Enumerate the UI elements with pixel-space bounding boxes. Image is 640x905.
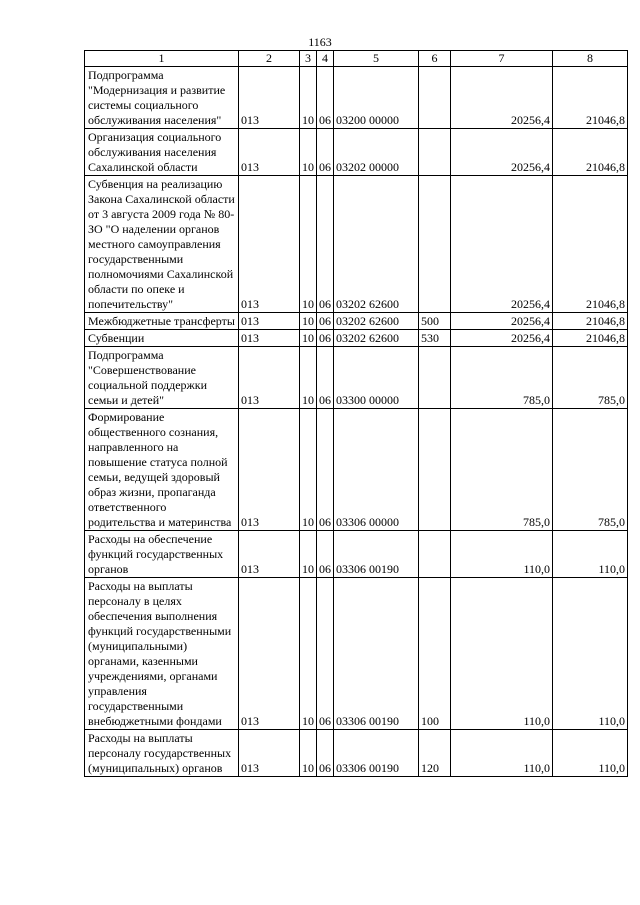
amount-cell: 21046,8 [553, 176, 628, 313]
row-name-cell: Расходы на выплаты персоналу государственных (муниципальных) органов [85, 730, 239, 777]
ved-cell: 013 [239, 578, 300, 730]
csr-cell: 03306 00190 [334, 730, 419, 777]
csr-cell: 03306 00190 [334, 531, 419, 578]
amount-cell: 110,0 [451, 578, 553, 730]
amount-cell: 20256,4 [451, 313, 553, 330]
table-row [85, 730, 628, 777]
csr-cell: 03306 00190 [334, 578, 419, 730]
table-row [85, 347, 628, 409]
amount-cell: 785,0 [451, 347, 553, 409]
row-name-cell: Формирование общественного сознания, направленного на повышение статуса полной семьи, ведущей здоровый образ жизни, пропаганда ответственного родительства и материнства [85, 409, 239, 531]
budget-table [84, 50, 628, 777]
csr-cell: 03306 00000 [334, 409, 419, 531]
vr-cell: 530 [419, 330, 451, 347]
table-row [85, 330, 628, 347]
row-name-cell: Организация социального обслуживания населения Сахалинской области [85, 129, 239, 176]
amount-cell: 20256,4 [451, 129, 553, 176]
table-row [85, 176, 628, 313]
csr-cell: 03200 00000 [334, 67, 419, 129]
amount-cell: 21046,8 [553, 313, 628, 330]
ved-cell: 013 [239, 176, 300, 313]
vr-cell [419, 347, 451, 409]
pr-cell: 06 [317, 578, 334, 730]
page-number: 1163 [308, 35, 332, 49]
csr-cell: 03300 00000 [334, 347, 419, 409]
pr-cell: 06 [317, 176, 334, 313]
amount-cell: 20256,4 [451, 176, 553, 313]
column-header: 1 [85, 51, 239, 67]
csr-cell: 03202 62600 [334, 176, 419, 313]
ved-cell: 013 [239, 330, 300, 347]
vr-cell [419, 531, 451, 578]
ved-cell: 013 [239, 67, 300, 129]
row-name-cell: Субвенция на реализацию Закона Сахалинской области от 3 августа 2009 года № 80-ЗО "О наделении органов местного самоуправления государственными полномочиями Сахалинской области по опеке и попечительству" [85, 176, 239, 313]
pr-cell: 06 [317, 409, 334, 531]
column-header: 7 [451, 51, 553, 67]
rz-cell: 10 [300, 129, 317, 176]
row-name-cell: Субвенции [85, 330, 239, 347]
rz-cell: 10 [300, 730, 317, 777]
csr-cell: 03202 62600 [334, 330, 419, 347]
pr-cell: 06 [317, 67, 334, 129]
pr-cell: 06 [317, 347, 334, 409]
amount-cell: 785,0 [451, 409, 553, 531]
amount-cell: 110,0 [553, 531, 628, 578]
csr-cell: 03202 62600 [334, 313, 419, 330]
rz-cell: 10 [300, 176, 317, 313]
rz-cell: 10 [300, 409, 317, 531]
rz-cell: 10 [300, 67, 317, 129]
ved-cell: 013 [239, 129, 300, 176]
table-row [85, 129, 628, 176]
amount-cell: 21046,8 [553, 67, 628, 129]
column-header: 8 [553, 51, 628, 67]
vr-cell: 500 [419, 313, 451, 330]
vr-cell [419, 176, 451, 313]
amount-cell: 110,0 [553, 730, 628, 777]
vr-cell [419, 409, 451, 531]
amount-cell: 21046,8 [553, 129, 628, 176]
row-name-cell: Подпрограмма "Совершенствование социальной поддержки семьи и детей" [85, 347, 239, 409]
pr-cell: 06 [317, 129, 334, 176]
rz-cell: 10 [300, 347, 317, 409]
ved-cell: 013 [239, 313, 300, 330]
header-row [85, 51, 628, 67]
rz-cell: 10 [300, 330, 317, 347]
column-header: 3 [300, 51, 317, 67]
pr-cell: 06 [317, 730, 334, 777]
rz-cell: 10 [300, 531, 317, 578]
amount-cell: 110,0 [451, 531, 553, 578]
amount-cell: 20256,4 [451, 67, 553, 129]
amount-cell: 21046,8 [553, 330, 628, 347]
vr-cell: 100 [419, 578, 451, 730]
amount-cell: 785,0 [553, 409, 628, 531]
ved-cell: 013 [239, 730, 300, 777]
table-row [85, 409, 628, 531]
column-header: 6 [419, 51, 451, 67]
amount-cell: 110,0 [553, 578, 628, 730]
pr-cell: 06 [317, 313, 334, 330]
pr-cell: 06 [317, 330, 334, 347]
vr-cell [419, 129, 451, 176]
ved-cell: 013 [239, 531, 300, 578]
pr-cell: 06 [317, 531, 334, 578]
ved-cell: 013 [239, 347, 300, 409]
amount-cell: 785,0 [553, 347, 628, 409]
column-header: 5 [334, 51, 419, 67]
column-header: 4 [317, 51, 334, 67]
rz-cell: 10 [300, 313, 317, 330]
row-name-cell: Подпрограмма "Модернизация и развитие системы социального обслуживания населения" [85, 67, 239, 129]
vr-cell [419, 67, 451, 129]
csr-cell: 03202 00000 [334, 129, 419, 176]
ved-cell: 013 [239, 409, 300, 531]
table-row [85, 313, 628, 330]
vr-cell: 120 [419, 730, 451, 777]
row-name-cell: Межбюджетные трансферты [85, 313, 239, 330]
column-header: 2 [239, 51, 300, 67]
amount-cell: 110,0 [451, 730, 553, 777]
row-name-cell: Расходы на выплаты персоналу в целях обеспечения выполнения функций государственными (муниципальными) органами, казенными учреждениями, органами управления государственными внебюджетными фондами [85, 578, 239, 730]
row-name-cell: Расходы на обеспечение функций государственных органов [85, 531, 239, 578]
rz-cell: 10 [300, 578, 317, 730]
table-row [85, 67, 628, 129]
table-row [85, 531, 628, 578]
amount-cell: 20256,4 [451, 330, 553, 347]
table-row [85, 578, 628, 730]
